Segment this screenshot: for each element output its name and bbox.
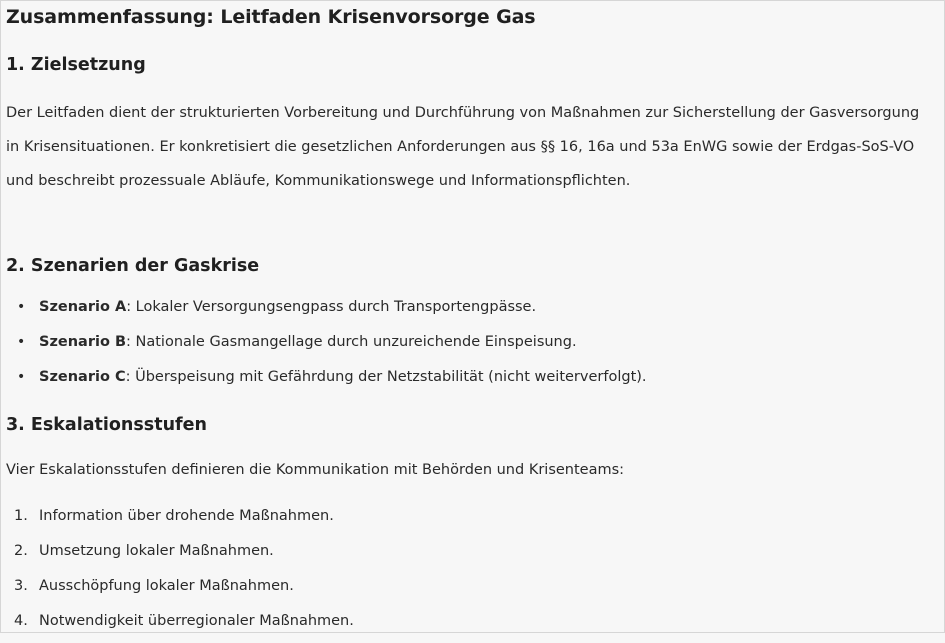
bullet-marker: • bbox=[17, 299, 26, 315]
section-heading-zielsetzung: 1. Zielsetzung bbox=[6, 55, 146, 75]
scenario-text: : Nationale Gasmangellage durch unzureichende Einspeisung. bbox=[126, 334, 577, 350]
list-number: 4. bbox=[14, 613, 28, 629]
section-heading-szenarien: 2. Szenarien der Gaskrise bbox=[6, 256, 260, 276]
list-item-text: Umsetzung lokaler Maßnahmen. bbox=[39, 543, 274, 559]
list-item-text: Information über drohende Maßnahmen. bbox=[39, 508, 334, 524]
scenario-text: : Lokaler Versorgungsengpass durch Transportengpässe. bbox=[126, 299, 537, 315]
list-number: 2. bbox=[14, 543, 28, 559]
scenario-label: Szenario A bbox=[39, 299, 127, 315]
section-heading-eskalationsstufen: 3. Eskalationsstufen bbox=[6, 415, 207, 435]
zielsetzung-paragraph: Der Leitfaden dient der strukturierten Vorbereitung und Durchführung von Maßnahmen zur Sicherstellung der Gasversorgung in Krisensituationen. Er konkretisiert die gesetzlichen Anforderungen aus §§ 16, 16a und 53a EnWG sowie der Erdgas-SoS-VO und beschreibt prozessuale Abläufe, Kommunikationswege und Informationspflichten. bbox=[6, 105, 920, 189]
list-item-text: Ausschöpfung lokaler Maßnahmen. bbox=[39, 578, 294, 594]
list-number: 3. bbox=[14, 578, 28, 594]
bullet-marker: • bbox=[17, 334, 26, 350]
list-number: 1. bbox=[14, 508, 28, 524]
scenario-text: : Überspeisung mit Gefährdung der Netzstabilität (nicht weiterverfolgt). bbox=[125, 369, 647, 385]
list-item-text: Notwendigkeit überregionaler Maßnahmen. bbox=[39, 613, 354, 629]
document-title: Zusammenfassung: Leitfaden Krisenvorsorge Gas bbox=[6, 6, 536, 28]
bullet-marker: • bbox=[17, 369, 26, 385]
scenario-label: Szenario B bbox=[39, 334, 127, 350]
scenario-label: Szenario C bbox=[39, 369, 126, 385]
eskalationsstufen-intro: Vier Eskalationsstufen definieren die Kommunikation mit Behörden und Krisenteams: bbox=[6, 462, 625, 478]
